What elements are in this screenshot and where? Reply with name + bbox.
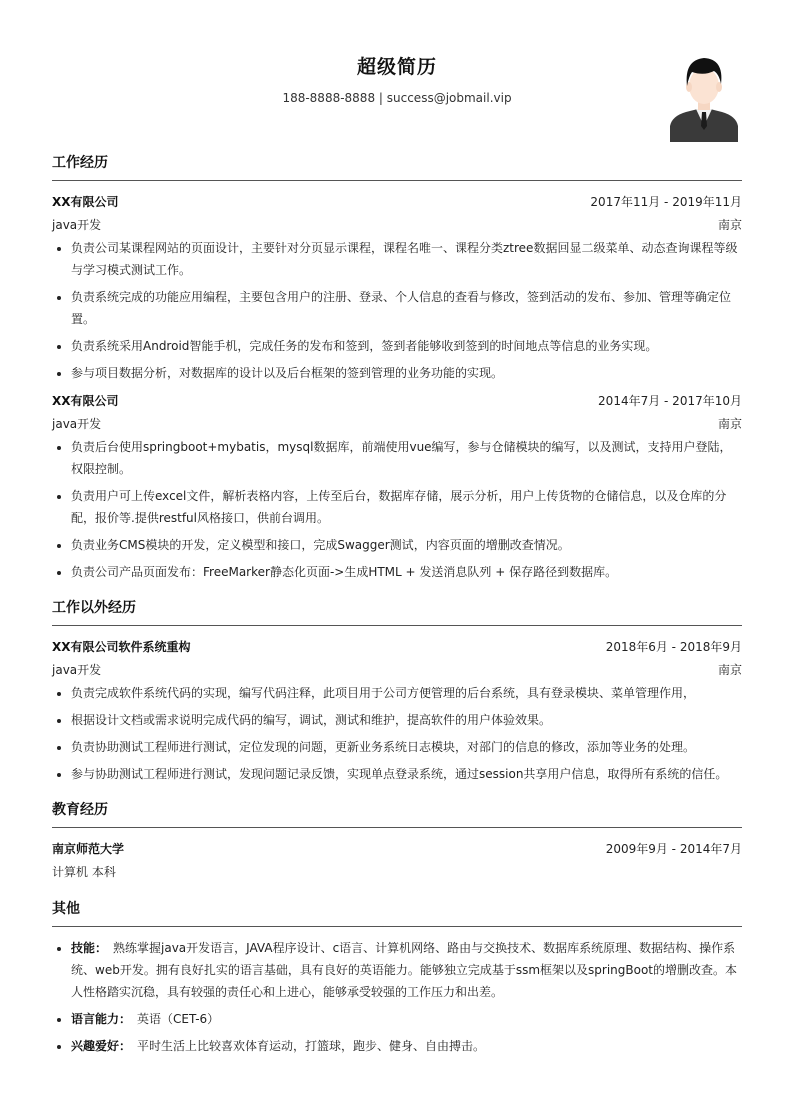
- job-city: 南京: [717, 218, 742, 232]
- duty-item: • 负责系统采用Android智能手机，完成任务的发布和签到，签到者能够收到签到的时间地点等信息的业务实现。: [71, 335, 742, 357]
- project-entry: [52, 636, 742, 785]
- misc-label: 兴趣爱好：: [71, 1039, 132, 1053]
- company-name: XX有限公司: [52, 394, 119, 408]
- school-name: 南京师范大学: [52, 842, 125, 856]
- job-role: java开发: [52, 663, 102, 677]
- ear-right-shape: [716, 82, 722, 92]
- misc-label: 语言能力：: [71, 1012, 132, 1026]
- work-entry: [52, 390, 742, 583]
- duty-item: • 负责公司产品页面发布：FreeMarker静态化页面->生成HTML + 发送消息队列 + 保存路径到数据库。: [71, 561, 742, 583]
- duty-list: [52, 436, 742, 583]
- other-experience-section: [52, 597, 742, 785]
- work-entry: [52, 191, 742, 384]
- duty-list: [52, 682, 742, 785]
- job-role: java开发: [52, 417, 102, 431]
- project-name: XX有限公司软件系统重构: [52, 640, 191, 654]
- misc-text: 熟练掌握java开发语言，JAVA程序设计、c语言、计算机网络、路由与交换技术、数据库系统原理、数据结构、操作系统、web开发。拥有良好扎实的语言基础，具有良好的英语能力。能够独立完成基于ssm框架以及springBoot的增删改查。本人性格踏实沉稳，具有较强的责任心和上进心，能够承受较强的工作压力和出差。: [71, 941, 737, 999]
- duty-item: • 根据设计文档或需求说明完成代码的编写，调试，测试和维护，提高软件的用户体验效果。: [71, 709, 742, 731]
- date-range: 2018年6月 - 2018年9月: [605, 640, 742, 654]
- duty-item: • 参与协助测试工程师进行测试，发现问题记录反馈，实现单点登录系统，通过session共享用户信息，取得所有系统的信任。: [71, 763, 742, 785]
- section-title-other-experience: 工作以外经历: [52, 597, 742, 626]
- misc-text: 英语（CET-6）: [137, 1012, 220, 1026]
- section-title-education: 教育经历: [52, 799, 742, 828]
- work-section: [52, 152, 742, 583]
- duty-item: • 负责协助测试工程师进行测试，定位发现的问题，更新业务系统日志模块，对部门的信息的修改，添加等业务的处理。: [71, 736, 742, 758]
- date-range: 2009年9月 - 2014年7月: [605, 842, 742, 856]
- job-city: 南京: [717, 417, 742, 431]
- misc-label: 技能：: [71, 941, 108, 955]
- date-range: 2017年11月 - 2019年11月: [590, 195, 742, 209]
- section-title-work: 工作经历: [52, 152, 742, 181]
- avatar: [668, 54, 740, 142]
- misc-item-language: [71, 1008, 742, 1030]
- job-city: 南京: [717, 663, 742, 677]
- candidate-name: 超级简历: [356, 56, 437, 78]
- duty-item: • 参与项目数据分析，对数据库的设计以及后台框架的签到管理的业务功能的实现。: [71, 362, 742, 384]
- misc-item-skills: [71, 937, 742, 1003]
- duty-item: • 负责公司某课程网站的页面设计，主要针对分页显示课程，课程名唯一、课程分类ztree数据回显二级菜单、动态查询课程等级与学习模式测试工作。: [71, 237, 742, 281]
- duty-list: [52, 237, 742, 384]
- company-name: XX有限公司: [52, 195, 119, 209]
- misc-section: [52, 898, 742, 1057]
- duty-item: • 负责完成软件系统代码的实现，编写代码注释，此项目用于公司方便管理的后台系统，具有登录模块、菜单管理作用，: [71, 682, 742, 704]
- duty-item: • 负责用户可上传excel文件，解析表格内容，上传至后台，数据库存储，展示分析，用户上传货物的仓储信息，以及仓库的分配，报价等.提供restful风格接口，供前台调用。: [71, 485, 742, 529]
- misc-list: [52, 937, 742, 1057]
- misc-item-hobbies: [71, 1035, 742, 1057]
- date-range: 2014年7月 - 2017年10月: [598, 394, 742, 408]
- duty-item: • 负责系统完成的功能应用编程，主要包含用户的注册、登录、个人信息的查看与修改，签到活动的发布、参加、管理等确定位置。: [71, 286, 742, 330]
- education-section: [52, 799, 742, 884]
- duty-item: • 负责业务CMS模块的开发，定义模型和接口，完成Swagger测试，内容页面的增删改查情况。: [71, 534, 742, 556]
- duty-item: • 负责后台使用springboot+mybatis，mysql数据库，前端使用vue编写，参与仓储模块的编写，以及测试，支持用户登陆，权限控制。: [71, 436, 742, 480]
- major-degree: 计算机 本科: [52, 865, 116, 879]
- resume-content: [52, 152, 742, 1071]
- misc-text: 平时生活上比较喜欢体育运动，打篮球，跑步、健身、自由搏击。: [137, 1039, 486, 1053]
- job-role: java开发: [52, 218, 102, 232]
- section-title-misc: 其他: [52, 898, 742, 927]
- contact-info: 188-8888-8888 | success@jobmail.vip: [282, 91, 512, 105]
